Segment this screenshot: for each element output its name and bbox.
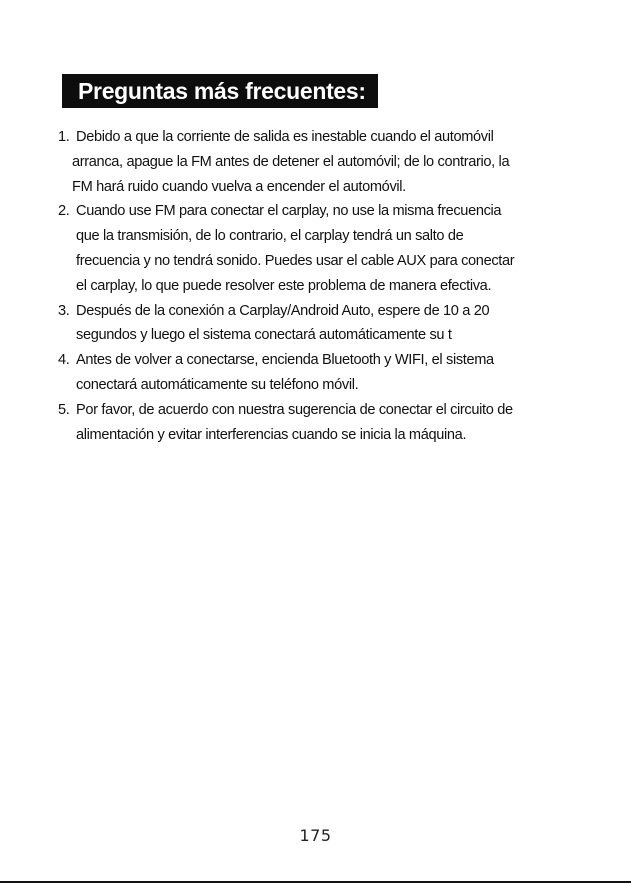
faq-item-number: 1. xyxy=(58,129,70,145)
faq-item-line: que la transmisión, de lo contrario, el carplay tendrá un salto de xyxy=(76,228,464,245)
faq-item-number: 3. xyxy=(58,302,70,319)
faq-item-5 xyxy=(58,398,568,448)
faq-item-line: el carplay, lo que puede resolver este problema de manera efectiva. xyxy=(76,277,492,294)
faq-item-line: Debido a que la corriente de salida es inestable cuando el automóvil xyxy=(76,129,494,145)
faq-item-number: 4. xyxy=(58,352,70,369)
faq-item-line: frecuencia y no tendrá sonido. Puedes usar el cable AUX para conectar xyxy=(76,252,515,269)
faq-item-line: segundos y luego el sistema conectará automáticamente su t xyxy=(76,327,452,344)
faq-item-2 xyxy=(58,199,568,298)
faq-item-3 xyxy=(58,299,568,349)
faq-item-line: Antes de volver a conectarse, encienda Bluetooth y WIFI, el sistema xyxy=(76,352,494,369)
faq-item-line: Por favor, de acuerdo con nuestra sugerencia de conectar el circuito de xyxy=(76,401,513,418)
faq-item-number: 2. xyxy=(58,203,70,220)
faq-list xyxy=(58,125,568,447)
faq-item-1 xyxy=(58,125,568,199)
faq-item-4 xyxy=(58,348,568,398)
faq-item-line: alimentación y evitar interferencias cuando se inicia la máquina. xyxy=(76,426,467,443)
faq-item-line: FM hará ruido cuando vuelva a encender el automóvil. xyxy=(72,178,406,195)
page-number: 175 xyxy=(299,826,332,845)
faq-item-line: Después de la conexión a Carplay/Android Auto, espere de 10 a 20 xyxy=(76,302,490,319)
faq-heading: Preguntas más frecuentes: xyxy=(62,74,378,108)
faq-item-line: arranca, apague la FM antes de detener el automóvil; de lo contrario, la xyxy=(72,153,510,170)
faq-item-line: Cuando use FM para conectar el carplay, no use la misma frecuencia xyxy=(76,203,502,220)
faq-item-line: conectará automáticamente su teléfono móvil. xyxy=(76,376,359,393)
faq-item-number: 5. xyxy=(58,401,70,418)
